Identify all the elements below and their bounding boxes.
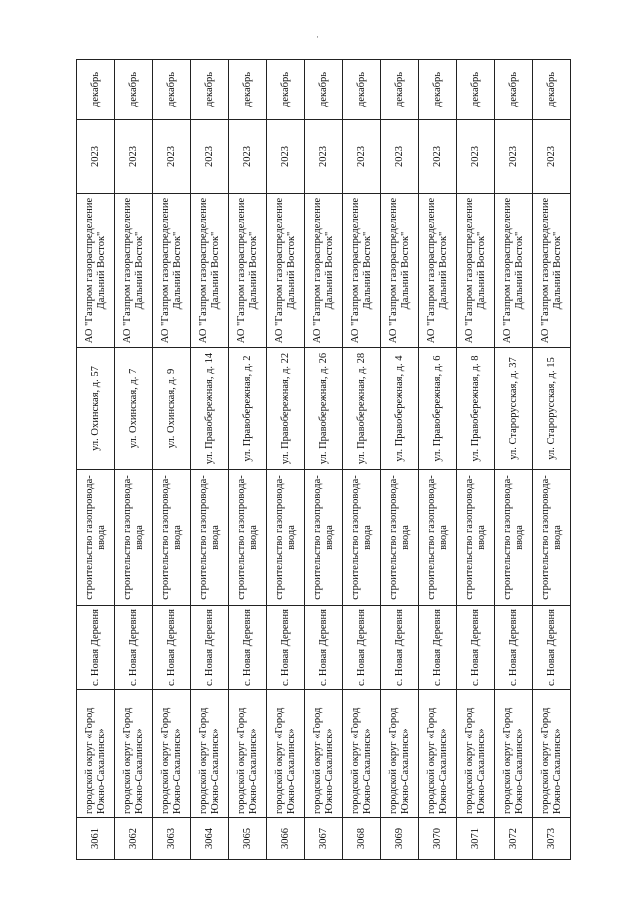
organization-cell: АО "Газпром газораспределение Дальний Восток"	[495, 194, 533, 348]
locality-cell: с. Новая Деревня	[343, 606, 381, 690]
row-number: 3073	[533, 818, 571, 860]
year-cell: 2023	[267, 120, 305, 194]
row-number: 3069	[381, 818, 419, 860]
table-row	[115, 60, 153, 860]
work-type-cell: строительство газопровода-ввода	[495, 470, 533, 606]
year-cell: 2023	[533, 120, 571, 194]
year-cell: 2023	[457, 120, 495, 194]
municipality-cell: городской округ «Город Южно-Сахалинск»	[115, 690, 153, 818]
row-number: 3064	[191, 818, 229, 860]
table-row	[457, 60, 495, 860]
address-cell: ул. Правобережная, д. 4	[381, 348, 419, 470]
organization-cell: АО "Газпром газораспределение Дальний Восток"	[229, 194, 267, 348]
work-type-cell: строительство газопровода-ввода	[533, 470, 571, 606]
organization-cell: АО "Газпром газораспределение Дальний Восток"	[77, 194, 115, 348]
address-cell: ул. Старорусская, д. 15	[533, 348, 571, 470]
organization-cell: АО "Газпром газораспределение Дальний Восток"	[153, 194, 191, 348]
year-cell: 2023	[419, 120, 457, 194]
municipality-cell: городской округ «Город Южно-Сахалинск»	[419, 690, 457, 818]
table-row	[381, 60, 419, 860]
year-cell: 2023	[77, 120, 115, 194]
locality-cell: с. Новая Деревня	[267, 606, 305, 690]
work-type-cell: строительство газопровода-ввода	[77, 470, 115, 606]
organization-cell: АО "Газпром газораспределение Дальний Восток"	[381, 194, 419, 348]
address-cell: ул. Правобережная, д. 28	[343, 348, 381, 470]
locality-cell: с. Новая Деревня	[229, 606, 267, 690]
organization-cell: АО "Газпром газораспределение Дальний Восток"	[267, 194, 305, 348]
year-cell: 2023	[495, 120, 533, 194]
locality-cell: с. Новая Деревня	[191, 606, 229, 690]
locality-cell: с. Новая Деревня	[495, 606, 533, 690]
table-row	[229, 60, 267, 860]
locality-cell: с. Новая Деревня	[419, 606, 457, 690]
municipality-cell: городской округ «Город Южно-Сахалинск»	[77, 690, 115, 818]
address-cell: ул. Правобережная, д. 22	[267, 348, 305, 470]
organization-cell: АО "Газпром газораспределение Дальний Восток"	[115, 194, 153, 348]
month-cell: декабрь	[381, 60, 419, 120]
locality-cell: с. Новая Деревня	[77, 606, 115, 690]
municipality-cell: городской округ «Город Южно-Сахалинск»	[229, 690, 267, 818]
month-cell: декабрь	[115, 60, 153, 120]
work-type-cell: строительство газопровода-ввода	[343, 470, 381, 606]
month-cell: декабрь	[533, 60, 571, 120]
municipality-cell: городской округ «Город Южно-Сахалинск»	[495, 690, 533, 818]
municipality-cell: городской округ «Город Южно-Сахалинск»	[343, 690, 381, 818]
locality-cell: с. Новая Деревня	[381, 606, 419, 690]
locality-cell: с. Новая Деревня	[153, 606, 191, 690]
year-cell: 2023	[229, 120, 267, 194]
month-cell: декабрь	[457, 60, 495, 120]
work-type-cell: строительство газопровода-ввода	[381, 470, 419, 606]
row-number: 3070	[419, 818, 457, 860]
work-type-cell: строительство газопровода-ввода	[267, 470, 305, 606]
year-cell: 2023	[153, 120, 191, 194]
month-cell: декабрь	[77, 60, 115, 120]
address-cell: ул. Правобережная, д. 14	[191, 348, 229, 470]
year-cell: 2023	[343, 120, 381, 194]
work-type-cell: строительство газопровода-ввода	[153, 470, 191, 606]
row-number: 3071	[457, 818, 495, 860]
month-cell: декабрь	[495, 60, 533, 120]
municipality-cell: городской округ «Город Южно-Сахалинск»	[305, 690, 343, 818]
work-type-cell: строительство газопровода-ввода	[191, 470, 229, 606]
municipality-cell: городской округ «Город Южно-Сахалинск»	[457, 690, 495, 818]
month-cell: декабрь	[343, 60, 381, 120]
address-cell: ул. Охинская, д. 7	[115, 348, 153, 470]
row-number: 3066	[267, 818, 305, 860]
address-cell: ул. Правобережная, д. 26	[305, 348, 343, 470]
work-type-cell: строительство газопровода-ввода	[305, 470, 343, 606]
work-type-cell: строительство газопровода-ввода	[457, 470, 495, 606]
row-number: 3063	[153, 818, 191, 860]
table-row	[267, 60, 305, 860]
table-row	[77, 60, 115, 860]
table-row	[343, 60, 381, 860]
table-row	[495, 60, 533, 860]
row-number: 3065	[229, 818, 267, 860]
locality-cell: с. Новая Деревня	[457, 606, 495, 690]
locality-cell: с. Новая Деревня	[305, 606, 343, 690]
month-cell: декабрь	[191, 60, 229, 120]
table-row	[153, 60, 191, 860]
row-number: 3068	[343, 818, 381, 860]
year-cell: 2023	[115, 120, 153, 194]
address-cell: ул. Правобережная, д. 2	[229, 348, 267, 470]
month-cell: декабрь	[305, 60, 343, 120]
month-cell: декабрь	[153, 60, 191, 120]
municipality-cell: городской округ «Город Южно-Сахалинск»	[153, 690, 191, 818]
address-cell: ул. Охинская, д. 9	[153, 348, 191, 470]
table-row	[191, 60, 229, 860]
year-cell: 2023	[191, 120, 229, 194]
municipality-cell: городской округ «Город Южно-Сахалинск»	[381, 690, 419, 818]
organization-cell: АО "Газпром газораспределение Дальний Восток"	[419, 194, 457, 348]
month-cell: декабрь	[229, 60, 267, 120]
municipality-cell: городской округ «Город Южно-Сахалинск»	[533, 690, 571, 818]
municipality-cell: городской округ «Город Южно-Сахалинск»	[191, 690, 229, 818]
table-row	[419, 60, 457, 860]
row-number: 3061	[77, 818, 115, 860]
organization-cell: АО "Газпром газораспределение Дальний Восток"	[305, 194, 343, 348]
work-type-cell: строительство газопровода-ввода	[229, 470, 267, 606]
locality-cell: с. Новая Деревня	[533, 606, 571, 690]
year-cell: 2023	[305, 120, 343, 194]
scan-mark: ·	[316, 32, 319, 42]
row-number: 3067	[305, 818, 343, 860]
row-number: 3062	[115, 818, 153, 860]
month-cell: декабрь	[419, 60, 457, 120]
table-row	[533, 60, 571, 860]
organization-cell: АО "Газпром газораспределение Дальний Восток"	[457, 194, 495, 348]
rotated-table-wrapper	[76, 60, 571, 860]
organization-cell: АО "Газпром газораспределение Дальний Восток"	[191, 194, 229, 348]
month-cell: декабрь	[267, 60, 305, 120]
table-row	[305, 60, 343, 860]
address-cell: ул. Правобережная, д. 6	[419, 348, 457, 470]
address-cell: ул. Правобережная, д. 8	[457, 348, 495, 470]
organization-cell: АО "Газпром газораспределение Дальний Восток"	[343, 194, 381, 348]
locality-cell: с. Новая Деревня	[115, 606, 153, 690]
municipality-cell: городской округ «Город Южно-Сахалинск»	[267, 690, 305, 818]
gasification-schedule-table	[76, 59, 571, 860]
row-number: 3072	[495, 818, 533, 860]
year-cell: 2023	[381, 120, 419, 194]
work-type-cell: строительство газопровода-ввода	[419, 470, 457, 606]
work-type-cell: строительство газопровода-ввода	[115, 470, 153, 606]
organization-cell: АО "Газпром газораспределение Дальний Восток"	[533, 194, 571, 348]
address-cell: ул. Охинская, д. 57	[77, 348, 115, 470]
address-cell: ул. Старорусская, д. 37	[495, 348, 533, 470]
